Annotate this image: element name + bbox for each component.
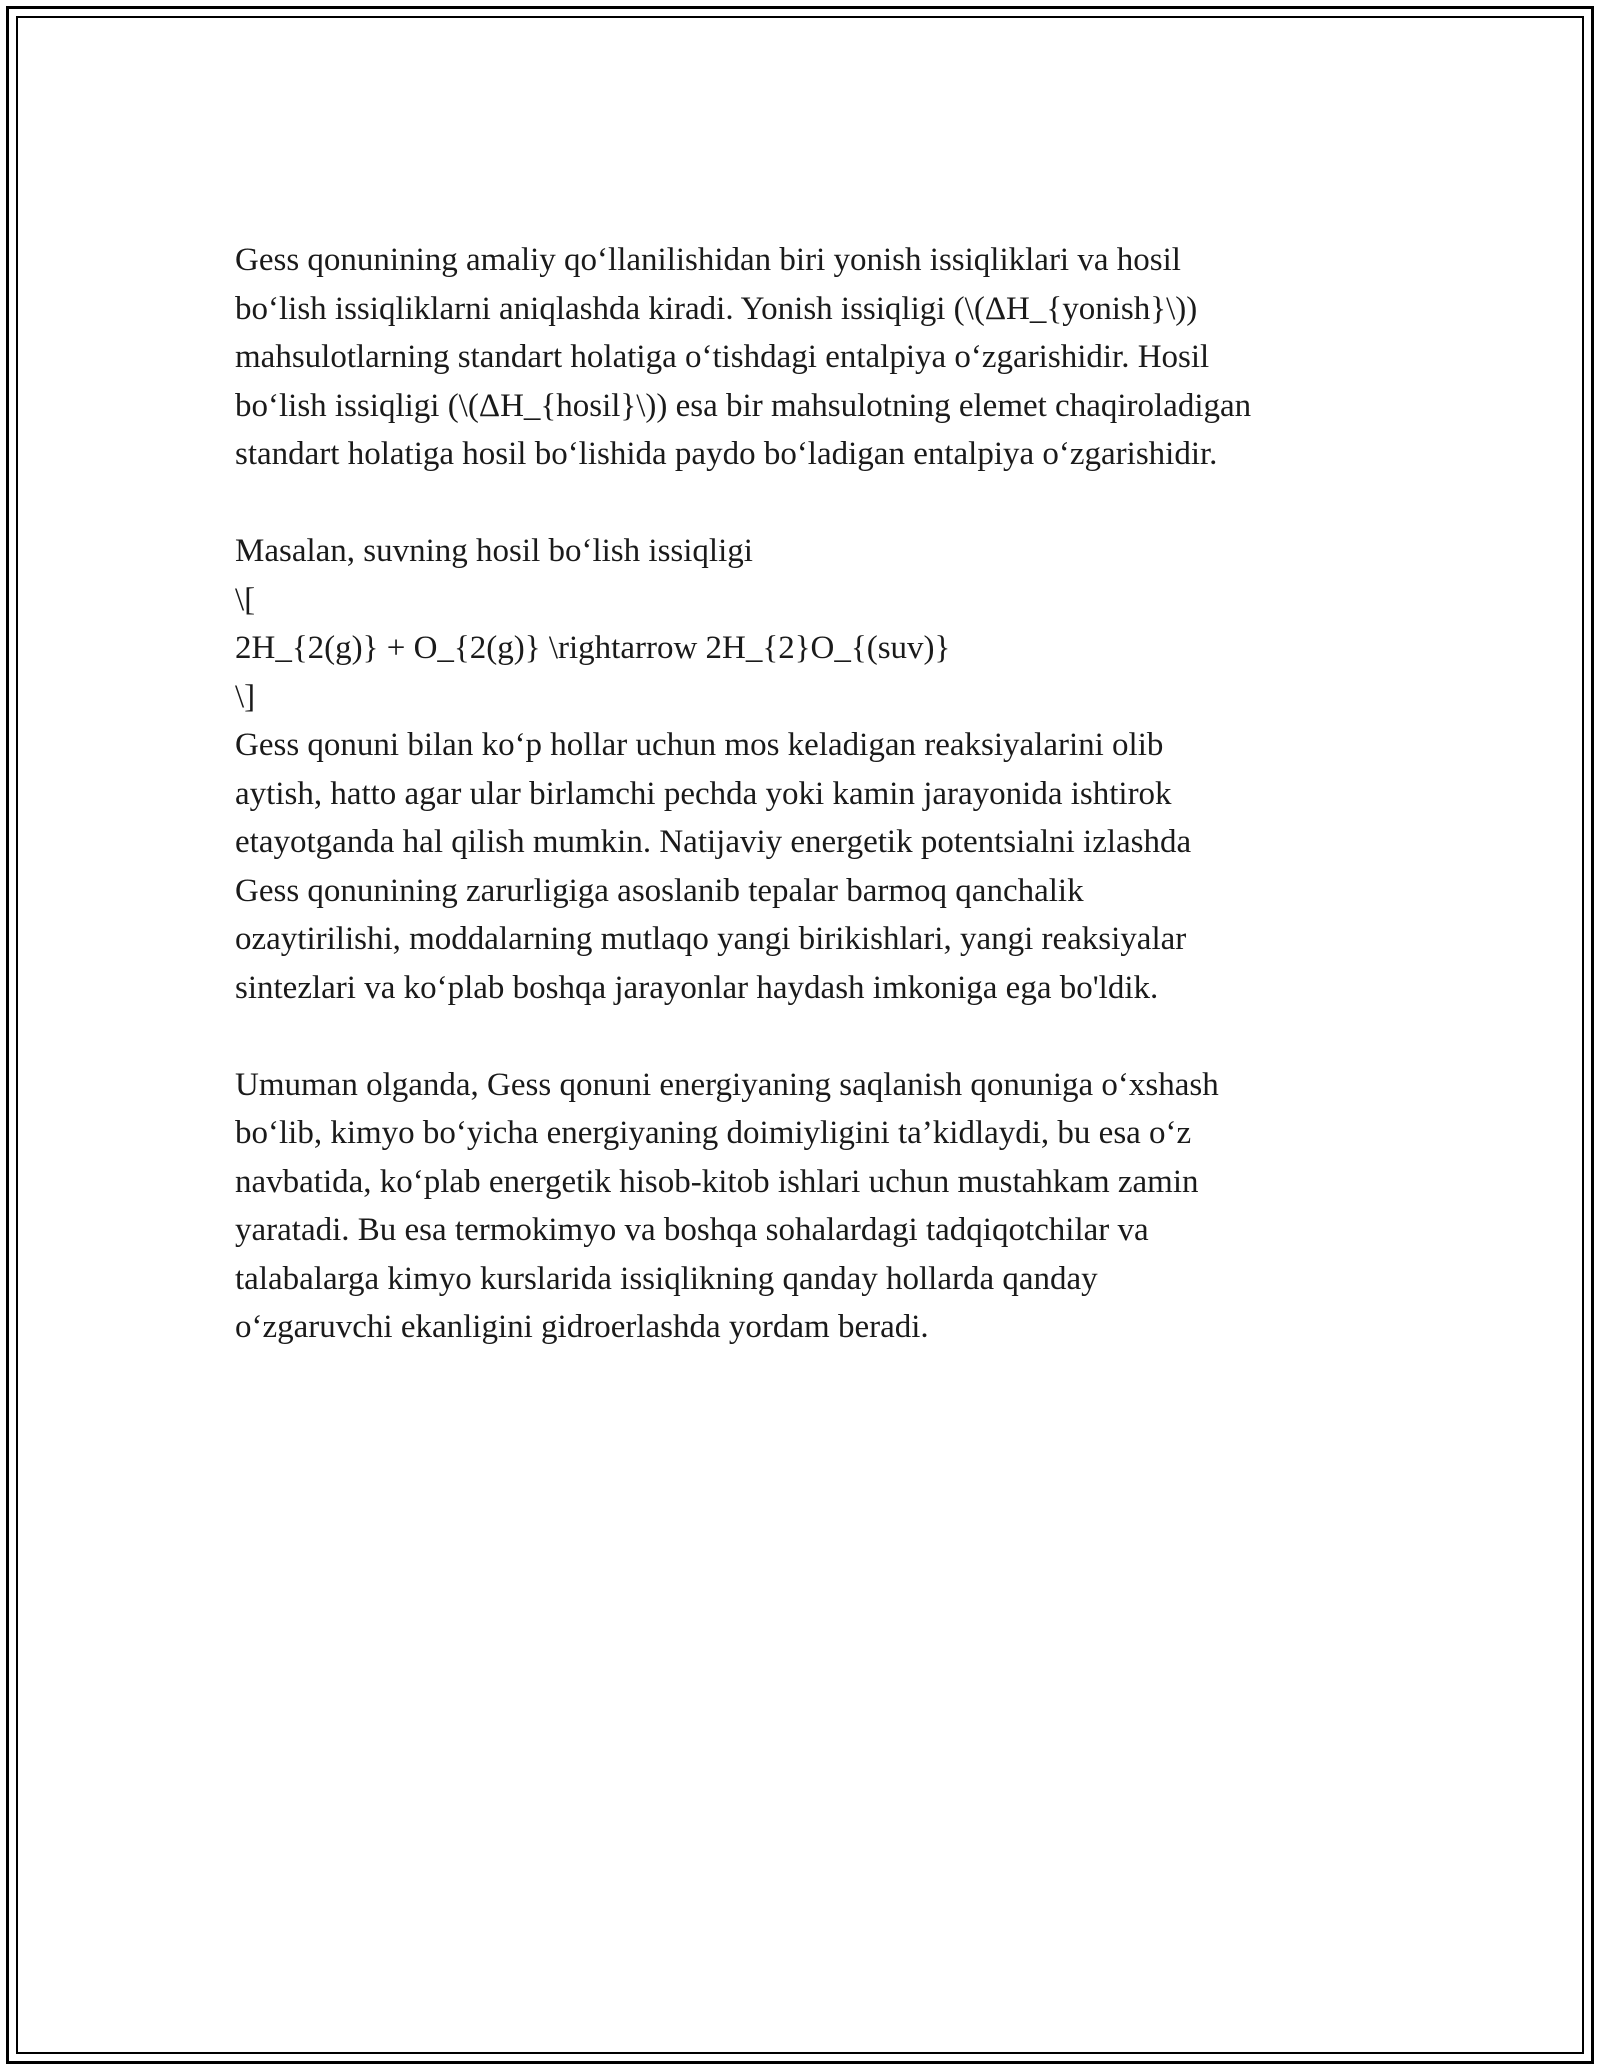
text-line: talabalarga kimyo kurslarida issiqlikning qanday hollarda qanday xyxy=(235,1260,1098,1297)
text-line: etayotganda hal qilish mumkin. Natijaviy energetik potentsialni izlashda xyxy=(235,824,1192,860)
text-line: o‘zgaruvchi ekanligini gidroerlashda yordam beradi. xyxy=(235,1309,929,1345)
text-line: standart holatiga hosil bo‘lishida paydo bo‘ladigan entalpiya o‘zgarishidir. xyxy=(235,436,1218,472)
text-line: Gess qonunining amaliy qo‘llanilishidan biri yonish issiqliklari va hosil xyxy=(235,242,1181,278)
paragraph-water-example xyxy=(235,527,1385,1012)
text-line: bo‘lib, kimyo bo‘yicha energiyaning doimiyligini ta’kidlaydi, bu esa o‘z xyxy=(235,1115,1192,1151)
text-line: mahsulotlarning standart holatiga o‘tishdagi entalpiya o‘zgarishidir. Hosil xyxy=(235,339,1210,375)
document-body xyxy=(235,236,1385,1352)
equation-close-delimiter: \] xyxy=(235,678,256,715)
example-intro: Masalan, suvning hosil bo‘lish issiqligi xyxy=(235,533,753,569)
text-line: bo‘lish issiqliklarni aniqlashda kiradi. Yonish issiqligi (\(ΔH_{yonish}\)) xyxy=(235,290,1198,327)
text-line: Umuman olganda, Gess qonuni energiyaning saqlanish qonuniga o‘xshash xyxy=(235,1066,1219,1103)
text-line: ozaytirilishi, moddalarning mutlaqo yangi birikishlari, yangi reaksiyalar xyxy=(235,921,1187,957)
text-line: navbatida, ko‘plab energetik hisob-kitob ishlari uchun mustahkam zamin xyxy=(235,1163,1199,1200)
paragraph-enthalpy-definitions xyxy=(235,236,1385,479)
text-line: Gess qonunining zarurligiga asoslanib tepalar barmoq qanchalik xyxy=(235,872,1084,909)
paragraph-spacer xyxy=(235,479,1385,528)
text-line: yaratadi. Bu esa termokimyo va boshqa sohalardagi tadqiqotchilar va xyxy=(235,1212,1149,1248)
equation-open-delimiter: \[ xyxy=(235,581,256,618)
equation: 2H_{2(g)} + O_{2(g)} \rightarrow 2H_{2}O_{(suv)} xyxy=(235,630,951,666)
text-line: bo‘lish issiqligi (\(ΔH_{hosil}\)) esa bir mahsulotning elemet chaqiroladigan xyxy=(235,387,1252,424)
paragraph-conclusion xyxy=(235,1061,1385,1352)
text-line: aytish, hatto agar ular birlamchi pechda yoki kamin jarayonida ishtirok xyxy=(235,775,1172,812)
paragraph-spacer xyxy=(235,1012,1385,1061)
text-line: sintezlari va ko‘plab boshqa jarayonlar haydash imkoniga ega bo'ldik. xyxy=(235,969,1159,1006)
text-line: Gess qonuni bilan ko‘p hollar uchun mos keladigan reaksiyalarini olib xyxy=(235,727,1164,763)
